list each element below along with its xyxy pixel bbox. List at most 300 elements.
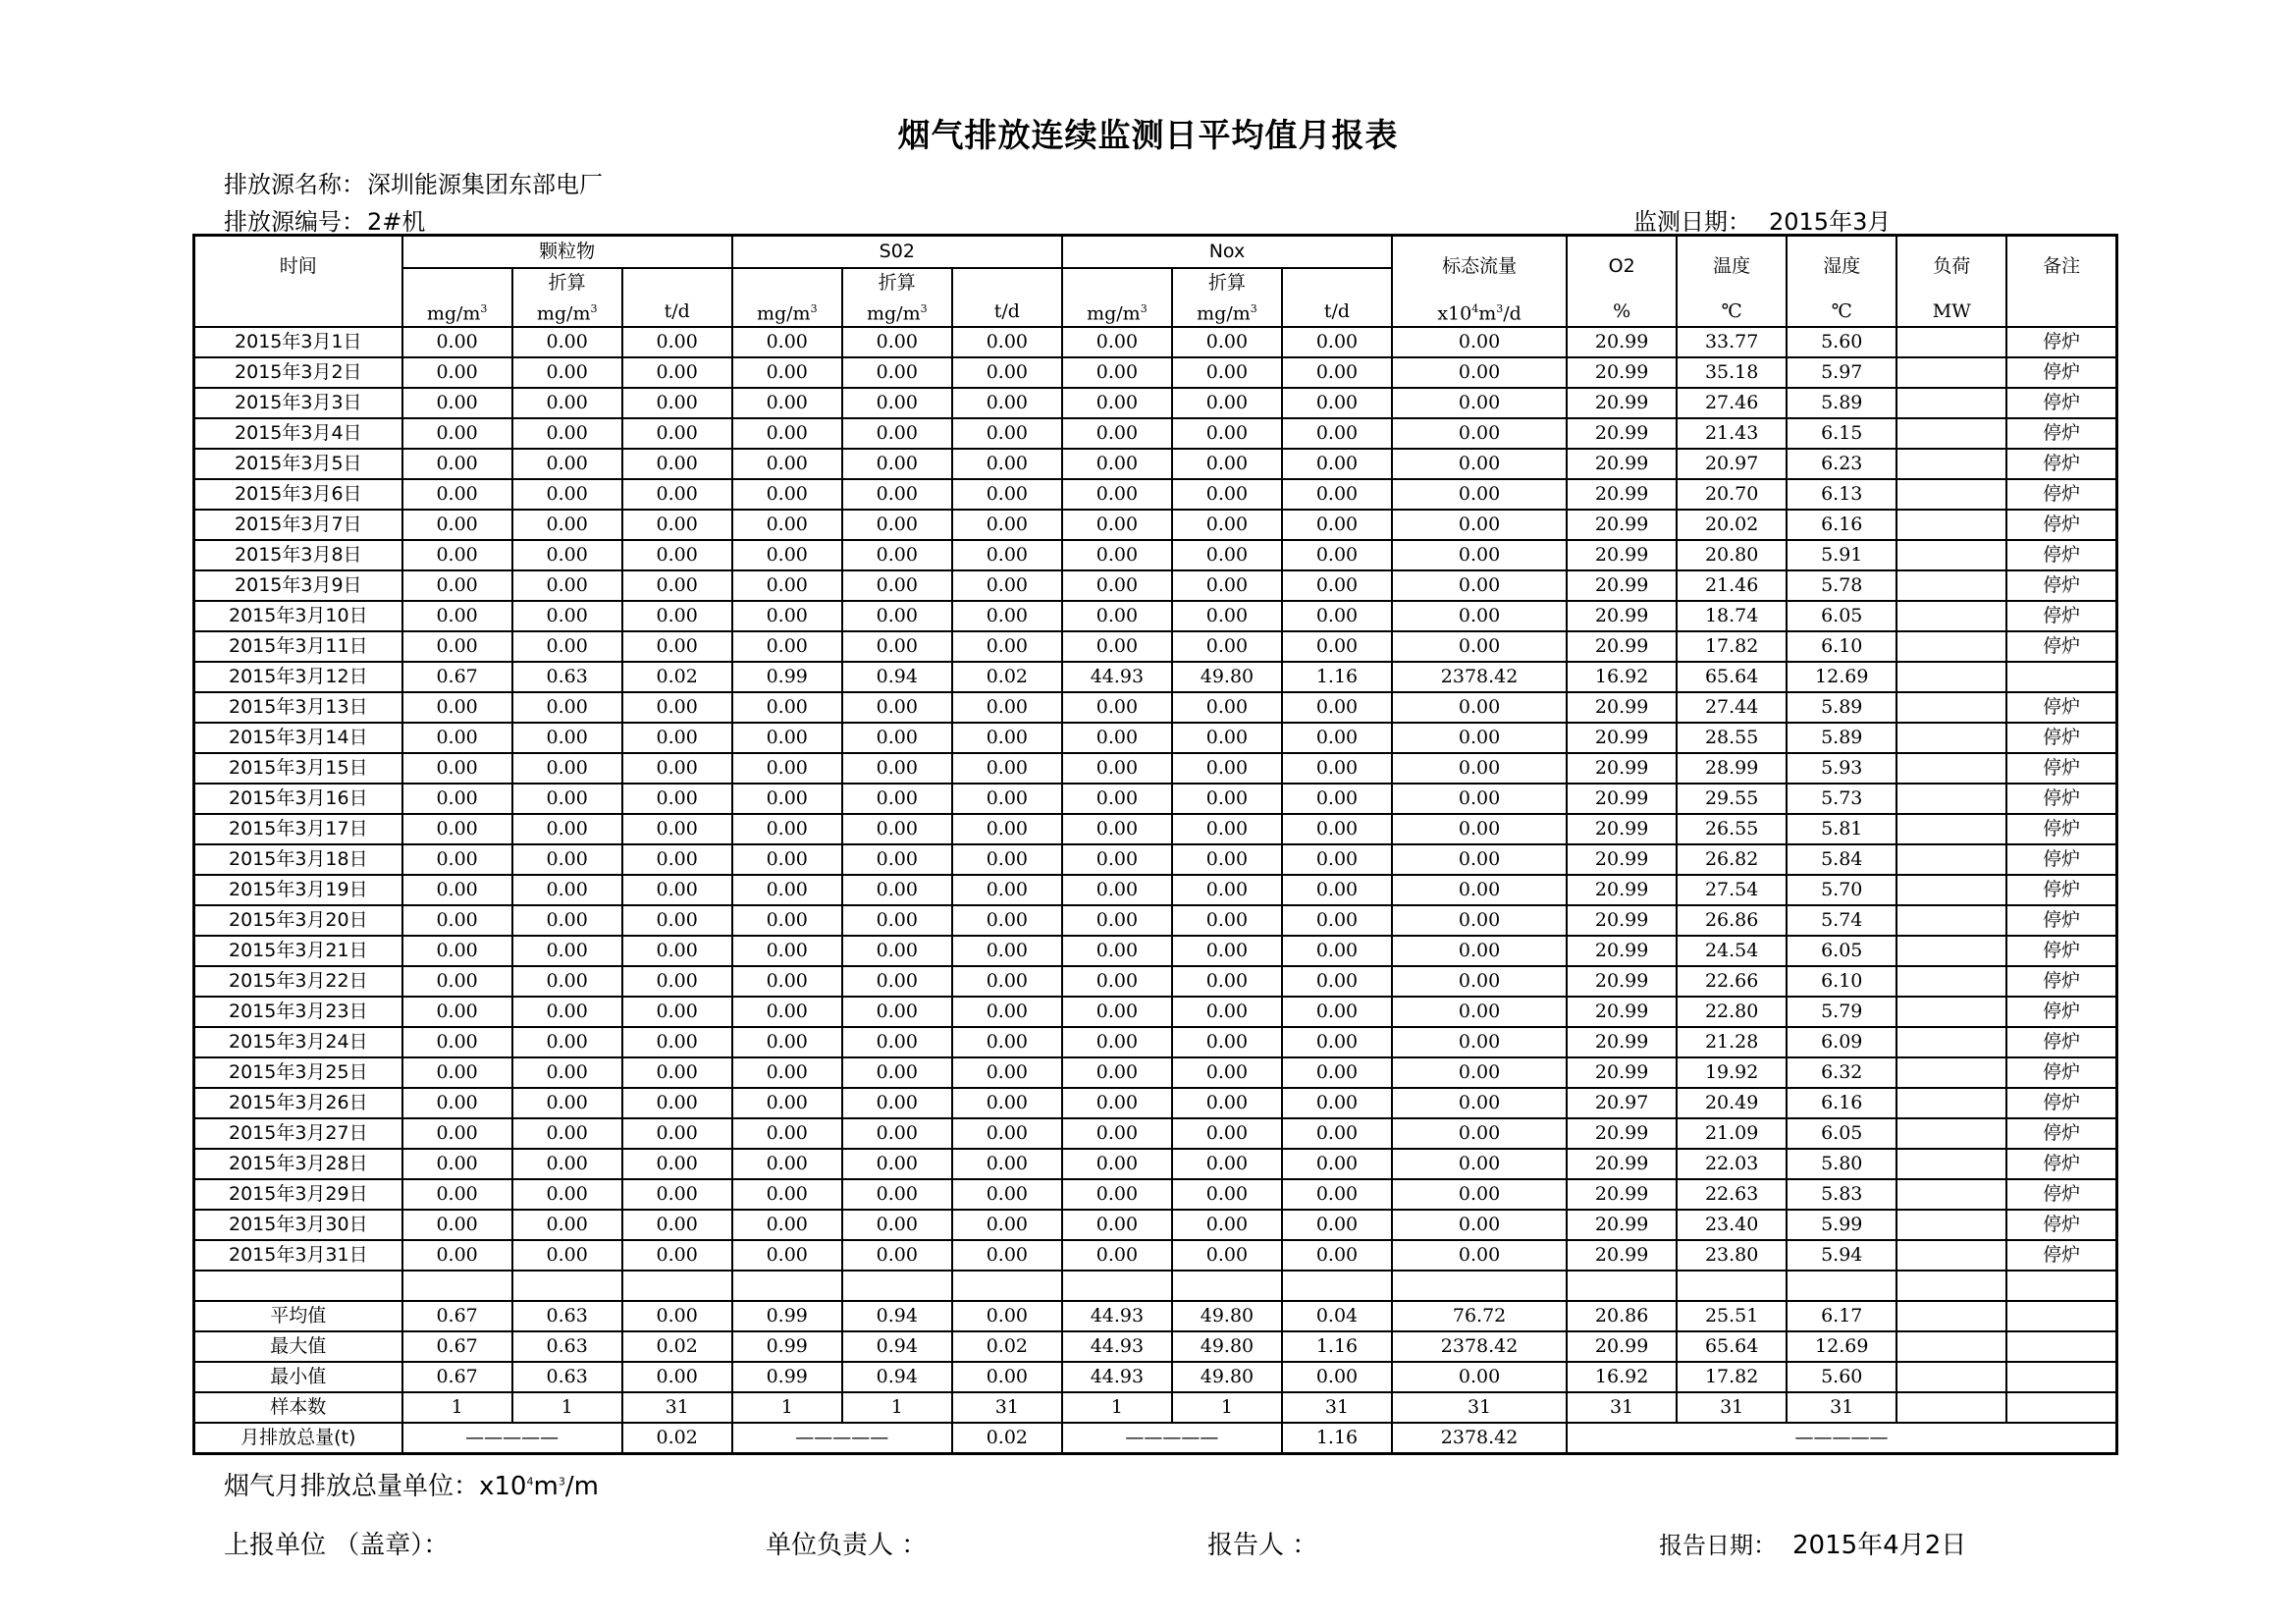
monthly-total-nox: 1.16 [1282,1423,1392,1454]
summary-rows [194,1271,2117,1301]
value-cell: 0.00 [952,601,1062,631]
value-cell: 0.00 [842,753,952,784]
value-cell: 0.00 [732,418,842,449]
value-cell: 0.00 [1392,1149,1567,1179]
date-cell: 2015年3月8日 [194,540,402,570]
value-cell: 0.00 [512,692,622,723]
value-cell: 0.00 [1392,753,1567,784]
value-cell: 0.00 [622,1027,732,1057]
stat-row [194,1392,2117,1423]
value-cell: 0.00 [512,570,622,601]
value-cell: 0.00 [952,540,1062,570]
value-cell: 1 [842,1392,952,1423]
remark-cell: 停炉 [2006,997,2116,1027]
value-cell: 0.00 [622,1149,732,1179]
value-cell: 0.00 [1392,418,1567,449]
value-cell: 6.10 [1787,631,1896,662]
table-row [194,997,2117,1027]
value-cell: 0.00 [952,631,1062,662]
value-cell: 0.00 [1392,692,1567,723]
report-date-line [1659,1525,1966,1561]
value-cell: 0.00 [732,327,842,357]
value-cell: 1 [1062,1392,1172,1423]
value-cell: 5.94 [1787,1240,1896,1271]
value-cell: 0.02 [622,1331,732,1362]
value-cell: 0.00 [1392,1057,1567,1088]
value-cell: 21.46 [1677,570,1787,601]
value-cell: 27.44 [1677,692,1787,723]
value-cell: 0.00 [512,1210,622,1240]
date-cell: 2015年3月5日 [194,449,402,479]
value-cell: 0.00 [622,418,732,449]
value-cell: 0.00 [512,844,622,875]
value-cell: 0.00 [512,449,622,479]
unit-mg: $mg/m^3$ [1062,298,1172,327]
value-cell: 1.16 [1282,662,1392,692]
date-cell: 2015年3月15日 [194,753,402,784]
value-cell: 31 [1677,1392,1787,1423]
value-cell: 0.00 [842,601,952,631]
value-cell: 0.00 [842,1027,952,1057]
value-cell: 6.13 [1787,479,1896,510]
value-cell: 0.00 [1282,1362,1392,1392]
table-row [194,1210,2117,1240]
value-cell [1896,327,2006,357]
value-cell: 31 [1392,1392,1567,1423]
value-cell: 0.00 [1172,753,1282,784]
value-cell: 20.99 [1567,1118,1677,1149]
value-cell: 0.00 [1172,570,1282,601]
table-row [194,723,2117,753]
value-cell: 0.00 [1062,723,1172,753]
value-cell: 0.00 [622,479,732,510]
value-cell: 0.00 [402,753,512,784]
header-load: 负荷 [1896,236,2006,298]
monthly-total-dash: ————— [402,1423,622,1454]
value-cell: 2378.42 [1392,1331,1567,1362]
value-cell: 0.94 [842,1301,952,1331]
source-name-label: 排放源名称： [224,171,365,198]
value-cell: 0.00 [512,784,622,814]
value-cell: 1 [1172,1392,1282,1423]
value-cell: 0.00 [402,997,512,1027]
value-cell: 25.51 [1677,1301,1787,1331]
value-cell: 0.00 [1392,997,1567,1027]
value-cell: 0.00 [402,631,512,662]
value-cell: 49.80 [1172,1331,1282,1362]
value-cell: 0.00 [952,570,1062,601]
value-cell: 22.80 [1677,997,1787,1027]
value-cell: 0.00 [952,327,1062,357]
value-cell: 0.02 [952,1331,1062,1362]
unit-celsius: ℃ [1787,298,1896,327]
value-cell: 20.49 [1677,1088,1787,1118]
value-cell: 5.89 [1787,388,1896,418]
value-cell: 0.00 [952,1027,1062,1057]
value-cell: 18.74 [1677,601,1787,631]
unit-percent: % [1567,298,1677,327]
value-cell: 5.99 [1787,1210,1896,1240]
value-cell [1896,1240,2006,1271]
value-cell: 0.00 [952,449,1062,479]
value-cell: 0.99 [732,1362,842,1392]
value-cell: 0.00 [1172,479,1282,510]
value-cell: 0.00 [732,753,842,784]
value-cell: 0.00 [512,479,622,510]
value-cell: 0.00 [1392,479,1567,510]
value-cell [1896,1057,2006,1088]
value-cell: 0.00 [512,357,622,388]
value-cell: 0.00 [732,1057,842,1088]
table-row [194,1027,2117,1057]
value-cell: 0.00 [1172,905,1282,936]
value-cell: 0.00 [1392,601,1567,631]
remark-cell: 停炉 [2006,905,2116,936]
value-cell: 0.00 [1172,875,1282,905]
value-cell: 0.00 [1392,966,1567,997]
value-cell: 1 [512,1392,622,1423]
value-cell: 0.99 [732,1331,842,1362]
value-cell: 0.00 [1172,1179,1282,1210]
value-cell: 6.09 [1787,1027,1896,1057]
value-cell: 0.00 [952,723,1062,753]
value-cell: 31 [952,1392,1062,1423]
value-cell: 0.00 [842,905,952,936]
header-so2-convert: 折算 [842,268,952,298]
value-cell: 22.03 [1677,1149,1787,1179]
stat-label: 最大值 [194,1331,402,1362]
remark-cell: 停炉 [2006,692,2116,723]
value-cell: 26.82 [1677,844,1787,875]
unit-mg: $mg/m^3$ [732,298,842,327]
value-cell: 0.00 [1062,540,1172,570]
value-cell [1896,814,2006,844]
value-cell [1896,1210,2006,1240]
header-o2: O2 [1567,236,1677,298]
date-cell: 2015年3月16日 [194,784,402,814]
value-cell: 20.97 [1677,449,1787,479]
table-row [194,601,2117,631]
value-cell [1896,723,2006,753]
value-cell: 20.99 [1567,1331,1677,1362]
value-cell: 21.09 [1677,1118,1787,1149]
value-cell [1896,601,2006,631]
remark-cell: 停炉 [2006,1118,2116,1149]
value-cell: 0.00 [512,936,622,966]
value-cell: 0.00 [622,753,732,784]
value-cell: 20.99 [1567,814,1677,844]
date-cell: 2015年3月12日 [194,662,402,692]
date-cell: 2015年3月30日 [194,1210,402,1240]
value-cell: 20.99 [1567,388,1677,418]
value-cell: 0.00 [1282,692,1392,723]
value-cell: 0.00 [1282,966,1392,997]
value-cell: 0.00 [1172,1088,1282,1118]
value-cell: 5.60 [1787,327,1896,357]
value-cell: 0.00 [512,1057,622,1088]
table-row [194,510,2117,540]
value-cell: 0.00 [732,1210,842,1240]
value-cell: 0.00 [1392,510,1567,540]
value-cell: 0.00 [732,479,842,510]
remark-cell [2006,1331,2116,1362]
value-cell: 0.00 [512,510,622,540]
value-cell: 0.00 [1062,601,1172,631]
value-cell: 0.00 [622,936,732,966]
value-cell: 0.00 [842,388,952,418]
value-cell: 0.00 [952,692,1062,723]
remark-cell: 停炉 [2006,327,2116,357]
value-cell: 49.80 [1172,1362,1282,1392]
value-cell: 31 [1787,1392,1896,1423]
value-cell: 0.00 [1172,936,1282,966]
value-cell: 0.00 [732,966,842,997]
value-cell: 0.00 [1392,784,1567,814]
value-cell: 0.00 [952,479,1062,510]
value-cell: 49.80 [1172,1301,1282,1331]
date-cell: 2015年3月26日 [194,1088,402,1118]
value-cell: 0.00 [402,723,512,753]
value-cell: 0.00 [1062,1240,1172,1271]
value-cell: 0.00 [842,510,952,540]
table-row [194,844,2117,875]
value-cell: 6.05 [1787,1118,1896,1149]
value-cell: 0.00 [402,936,512,966]
unit-td: t/d [952,298,1062,327]
value-cell: 20.99 [1567,540,1677,570]
value-cell: 0.00 [952,875,1062,905]
value-cell: 0.00 [1392,631,1567,662]
value-cell: 0.00 [1062,784,1172,814]
value-cell [1896,1088,2006,1118]
value-cell: 0.00 [732,1118,842,1149]
value-cell: 5.83 [1787,1179,1896,1210]
value-cell: 0.00 [622,814,732,844]
value-cell [1896,844,2006,875]
value-cell: 0.63 [512,1301,622,1331]
value-cell: 0.00 [842,1240,952,1271]
value-cell: 0.00 [402,1118,512,1149]
spacer-row [194,1271,2117,1301]
remark-cell: 停炉 [2006,388,2116,418]
date-cell: 2015年3月7日 [194,510,402,540]
unit-td: t/d [1282,298,1392,327]
value-cell: 6.32 [1787,1057,1896,1088]
value-cell: 0.00 [952,388,1062,418]
date-cell: 2015年3月25日 [194,1057,402,1088]
value-cell: 0.00 [1062,327,1172,357]
value-cell: 0.00 [1172,510,1282,540]
value-cell: 0.00 [842,966,952,997]
value-cell: 0.00 [402,479,512,510]
stat-label: 最小值 [194,1362,402,1392]
value-cell: 0.00 [622,449,732,479]
unit-celsius: ℃ [1677,298,1787,327]
value-cell: 0.00 [842,631,952,662]
value-cell: 0.00 [512,723,622,753]
value-cell [1896,357,2006,388]
value-cell: 6.05 [1787,936,1896,966]
date-cell: 2015年3月28日 [194,1149,402,1179]
value-cell: 0.00 [1172,1118,1282,1149]
value-cell [1896,692,2006,723]
date-cell: 2015年3月23日 [194,997,402,1027]
value-cell: 20.99 [1567,479,1677,510]
value-cell: 0.00 [1172,844,1282,875]
value-cell: 19.92 [1677,1057,1787,1088]
value-cell: 0.00 [622,905,732,936]
value-cell: 0.00 [1172,357,1282,388]
value-cell [1896,418,2006,449]
value-cell: 0.00 [1172,1149,1282,1179]
value-cell: 26.55 [1677,814,1787,844]
value-cell: 0.00 [622,1088,732,1118]
value-cell: 0.67 [402,662,512,692]
value-cell: 0.00 [1172,540,1282,570]
date-cell: 2015年3月19日 [194,875,402,905]
value-cell: 0.00 [952,1118,1062,1149]
value-cell: 28.99 [1677,753,1787,784]
value-cell: 0.00 [1282,1149,1392,1179]
value-cell: 0.00 [1172,692,1282,723]
value-cell: 0.00 [952,1057,1062,1088]
value-cell: 26.86 [1677,905,1787,936]
value-cell: 5.89 [1787,723,1896,753]
value-cell [1896,540,2006,570]
value-cell: 0.00 [1062,631,1172,662]
remark-cell: 停炉 [2006,357,2116,388]
value-cell: 0.00 [1172,601,1282,631]
value-cell: 20.99 [1567,631,1677,662]
value-cell: 0.00 [512,905,622,936]
value-cell: 0.00 [1062,997,1172,1027]
value-cell: 0.00 [1282,1118,1392,1149]
monthly-total-row [194,1423,2117,1454]
value-cell: 0.00 [1062,1057,1172,1088]
value-cell: 0.00 [1062,449,1172,479]
value-cell: 0.00 [622,357,732,388]
value-cell: 0.00 [952,357,1062,388]
value-cell: 31 [622,1392,732,1423]
table-row [194,1118,2117,1149]
value-cell: 0.00 [1172,327,1282,357]
value-cell: 0.00 [402,966,512,997]
remark-cell: 停炉 [2006,1027,2116,1057]
value-cell: 0.00 [512,418,622,449]
table-row [194,692,2117,723]
remark-cell [2006,1301,2116,1331]
value-cell: 5.60 [1787,1362,1896,1392]
value-cell: 76.72 [1392,1301,1567,1331]
value-cell: 0.00 [732,1088,842,1118]
value-cell: 0.00 [1392,905,1567,936]
date-cell: 2015年3月13日 [194,692,402,723]
stat-rows [194,1301,2117,1423]
value-cell: 23.80 [1677,1240,1787,1271]
value-cell: 0.00 [402,844,512,875]
value-cell: 17.82 [1677,1362,1787,1392]
header-flow: 标态流量 [1392,236,1567,298]
value-cell: 0.00 [512,1118,622,1149]
unit-note: 烟气月排放总量单位：$x10^4m^3/m$ [224,1472,599,1501]
header-humidity: 湿度 [1787,236,1896,298]
value-cell: 0.00 [842,936,952,966]
value-cell: 0.00 [1282,844,1392,875]
monthly-total-dash: ————— [1062,1423,1282,1454]
value-cell: 0.00 [1062,936,1172,966]
table-row [194,1057,2117,1088]
remark-cell: 停炉 [2006,814,2116,844]
date-cell: 2015年3月10日 [194,601,402,631]
remark-cell: 停炉 [2006,1240,2116,1271]
value-cell: 0.00 [1172,1027,1282,1057]
value-cell: 0.00 [1172,388,1282,418]
date-cell: 2015年3月2日 [194,357,402,388]
value-cell: 0.00 [402,449,512,479]
value-cell: 0.00 [1392,570,1567,601]
value-cell: 0.00 [842,418,952,449]
date-cell: 2015年3月31日 [194,1240,402,1271]
value-cell: 0.00 [512,1149,622,1179]
value-cell: 0.00 [1062,692,1172,723]
value-cell: 0.00 [1062,357,1172,388]
value-cell [1896,875,2006,905]
header-temp: 温度 [1677,236,1787,298]
value-cell: 0.00 [732,814,842,844]
value-cell: 0.00 [952,510,1062,540]
table-row [194,418,2117,449]
value-cell: 0.00 [1172,631,1282,662]
value-cell: 0.00 [1062,814,1172,844]
value-cell: 0.00 [402,875,512,905]
value-cell: 0.00 [1392,388,1567,418]
value-cell: 0.67 [402,1331,512,1362]
date-cell: 2015年3月6日 [194,479,402,510]
date-cell: 2015年3月27日 [194,1118,402,1149]
value-cell: 20.99 [1567,875,1677,905]
value-cell: 1.16 [1282,1331,1392,1362]
value-cell: 0.00 [402,540,512,570]
remark-cell: 停炉 [2006,510,2116,540]
stat-label: 样本数 [194,1392,402,1423]
value-cell: 0.00 [1172,784,1282,814]
remark-cell: 停炉 [2006,601,2116,631]
value-cell: 0.00 [952,1149,1062,1179]
value-cell: 20.99 [1567,1057,1677,1088]
value-cell: 0.00 [512,631,622,662]
value-cell: 6.05 [1787,601,1896,631]
value-cell: 0.00 [402,692,512,723]
value-cell: 5.81 [1787,814,1896,844]
value-cell: 0.99 [732,1301,842,1331]
value-cell: 0.00 [512,1240,622,1271]
value-cell: 0.00 [1282,479,1392,510]
value-cell: 0.00 [1282,936,1392,966]
value-cell: 20.99 [1567,723,1677,753]
report-date-label: 报告日期： [1659,1532,1777,1559]
value-cell: 0.63 [512,1331,622,1362]
value-cell: 0.94 [842,1331,952,1362]
value-cell: 31 [1567,1392,1677,1423]
value-cell: 65.64 [1677,1331,1787,1362]
value-cell [1896,388,2006,418]
value-cell: 0.00 [842,449,952,479]
value-cell: 20.99 [1567,1240,1677,1271]
value-cell: 0.00 [1062,875,1172,905]
value-cell: 0.00 [402,570,512,601]
value-cell: 0.00 [402,327,512,357]
date-cell: 2015年3月22日 [194,966,402,997]
